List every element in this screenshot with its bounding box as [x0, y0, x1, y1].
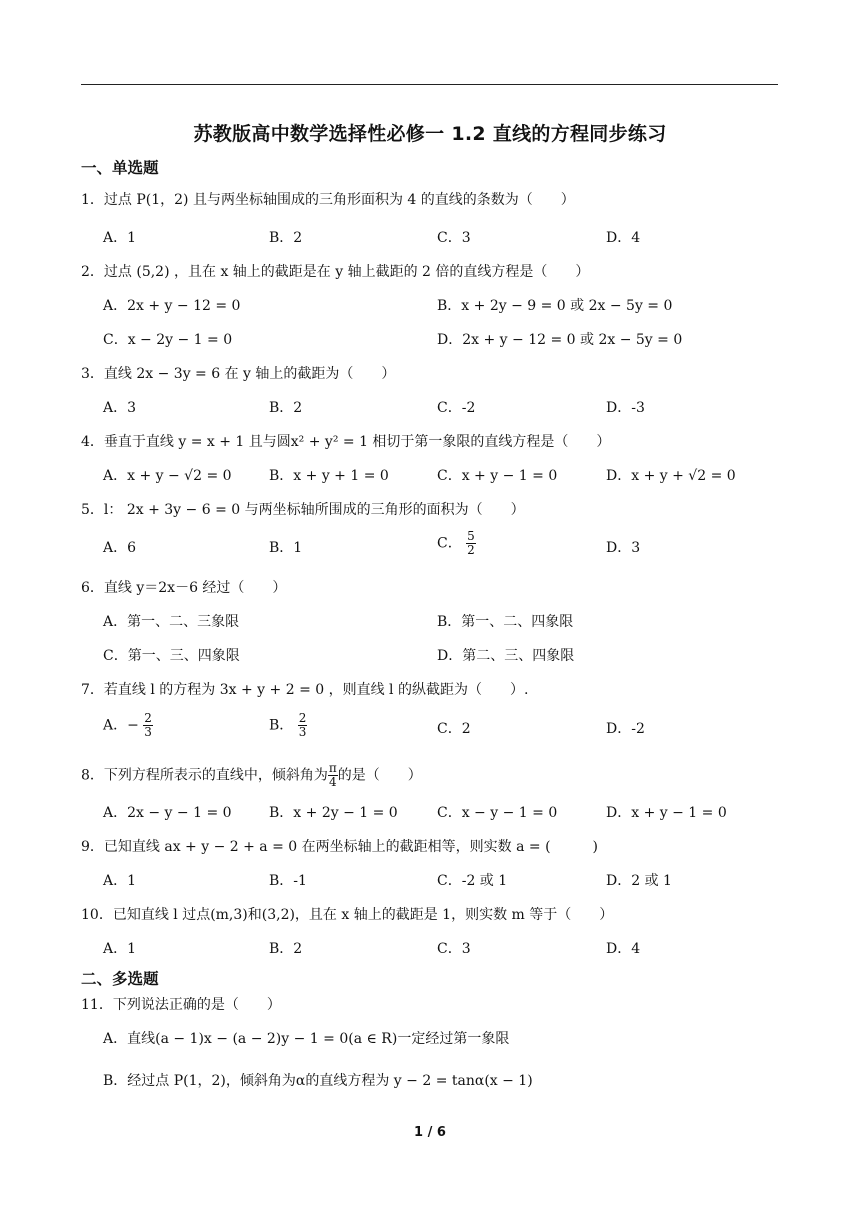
q3-option-a[interactable]: A．3 — [103, 400, 137, 416]
q8-option-d[interactable]: D．x + y − 1 = 0 — [606, 805, 727, 821]
q7-option-b-label: B． — [269, 717, 294, 734]
q8-option-b[interactable]: B．x + 2y − 1 = 0 — [269, 805, 398, 821]
q1-option-d[interactable]: D．4 — [606, 230, 641, 246]
q5-option-c[interactable] — [437, 530, 476, 557]
q4-option-b[interactable]: B．x + y + 1 = 0 — [269, 468, 389, 484]
question-8-stem-end: 的是（ ） — [337, 767, 422, 784]
q9-option-b[interactable]: B．-1 — [269, 873, 307, 889]
q10-option-c[interactable]: C．3 — [437, 941, 471, 957]
q9-option-a[interactable]: A．1 — [103, 873, 137, 889]
q4-option-d[interactable]: D．x + y + √2 = 0 — [606, 468, 736, 484]
question-8-stem-start: 8．下列方程所表示的直线中，倾斜角为 — [81, 767, 328, 784]
question-7: 7．若直线 l 的方程为 3x + y + 2 = 0 ，则直线 l 的纵截距为（ ）. — [81, 682, 529, 698]
q7-option-a-fraction — [143, 712, 153, 739]
q6-option-b[interactable]: B．第一、二、四象限 — [437, 614, 574, 630]
q1-option-a[interactable]: A．1 — [103, 230, 137, 246]
question-8 — [81, 762, 422, 789]
q10-option-b[interactable]: B．2 — [269, 941, 303, 957]
question-6: 6．直线 y＝2x－6 经过（ ） — [81, 580, 287, 596]
q5-option-d[interactable]: D．3 — [606, 540, 641, 556]
fraction-denominator: 2 — [467, 543, 475, 557]
q9-option-d[interactable]: D．2 或 1 — [606, 873, 672, 889]
page-title: 苏教版高中数学选择性必修一 1.2 直线的方程同步练习 — [193, 123, 667, 145]
fraction-denominator: 3 — [298, 725, 307, 739]
q4-option-a[interactable]: A．x + y − √2 = 0 — [103, 468, 232, 484]
q5-option-b[interactable]: B．1 — [269, 540, 303, 556]
fraction-numerator: 5 — [467, 529, 475, 543]
q6-option-a[interactable]: A．第一、二、三象限 — [103, 614, 240, 630]
question-5: 5．l： 2x + 3y − 6 = 0 与两坐标轴所围成的三角形的面积为（ ） — [81, 502, 525, 518]
q3-option-c[interactable]: C．-2 — [437, 400, 476, 416]
question-10: 10．已知直线 l 过点(m,3)和(3,2)，且在 x 轴上的截距是 1，则实数 m 等于（ ） — [81, 907, 614, 923]
q11-option-b[interactable]: B．经过点 P(1，2)，倾斜角为α的直线方程为 y − 2 = tanα(x − 1) — [103, 1073, 533, 1089]
page-number: 1 / 6 — [414, 1125, 446, 1140]
q7-option-b[interactable] — [269, 712, 307, 739]
fraction-numerator: 2 — [298, 711, 307, 725]
q1-option-c[interactable]: C．3 — [437, 230, 471, 246]
q5-option-c-fraction — [466, 530, 476, 557]
q4-option-c[interactable]: C．x + y − 1 = 0 — [437, 468, 558, 484]
q2-option-d[interactable]: D．2x + y − 12 = 0 或 2x − 5y = 0 — [437, 332, 683, 348]
question-1: 1．过点 P(1，2) 且与两坐标轴围成的三角形面积为 4 的直线的条数为（ ） — [81, 192, 575, 208]
q7-option-a-label: A．− — [103, 717, 139, 734]
q3-option-d[interactable]: D．-3 — [606, 400, 645, 416]
q3-option-b[interactable]: B．2 — [269, 400, 303, 416]
fraction-denominator: 4 — [329, 775, 337, 789]
q1-option-b[interactable]: B．2 — [269, 230, 303, 246]
q8-option-a[interactable]: A．2x − y − 1 = 0 — [103, 805, 232, 821]
question-9: 9．已知直线 ax + y − 2 + a = 0 在两坐标轴上的截距相等，则实数 a = ( ) — [81, 839, 598, 855]
question-3: 3．直线 2x − 3y = 6 在 y 轴上的截距为（ ） — [81, 366, 396, 382]
q7-option-d[interactable]: D．-2 — [606, 721, 645, 737]
q6-option-c[interactable]: C．第一、三、四象限 — [103, 648, 240, 664]
q5-option-a[interactable]: A．6 — [103, 540, 137, 556]
q7-option-c[interactable]: C．2 — [437, 721, 471, 737]
question-11: 11．下列说法正确的是（ ） — [81, 997, 281, 1013]
q10-option-a[interactable]: A．1 — [103, 941, 137, 957]
q5-option-c-label: C． — [437, 535, 462, 552]
q6-option-d[interactable]: D．第二、三、四象限 — [437, 648, 575, 664]
q10-option-d[interactable]: D．4 — [606, 941, 641, 957]
q11-option-a[interactable]: A．直线(a − 1)x − (a − 2)y − 1 = 0(a ∈ R)一定经过第一象限 — [103, 1031, 510, 1047]
q2-option-c[interactable]: C．x − 2y − 1 = 0 — [103, 332, 233, 348]
question-4: 4．垂直于直线 y = x + 1 且与圆x² + y² = 1 相切于第一象限的直线方程是（ ） — [81, 434, 611, 450]
fraction-numerator: π — [328, 761, 337, 775]
q8-option-c[interactable]: C．x − y − 1 = 0 — [437, 805, 558, 821]
q7-option-a[interactable] — [103, 712, 153, 739]
fraction-denominator: 3 — [144, 725, 152, 739]
question-8-fraction — [328, 762, 338, 789]
fraction-numerator: 2 — [144, 711, 152, 725]
section-multiple-choice: 二、多选题 — [81, 970, 159, 988]
q2-option-a[interactable]: A．2x + y − 12 = 0 — [103, 298, 241, 314]
header-rule — [81, 84, 778, 85]
section-single-choice: 一、单选题 — [81, 159, 159, 177]
q2-option-b[interactable]: B．x + 2y − 9 = 0 或 2x − 5y = 0 — [437, 298, 673, 314]
question-2: 2．过点 (5,2) ，且在 x 轴上的截距是在 y 轴上截距的 2 倍的直线方程是（ ） — [81, 264, 590, 280]
q7-option-b-fraction — [298, 712, 308, 739]
q9-option-c[interactable]: C．-2 或 1 — [437, 873, 508, 889]
